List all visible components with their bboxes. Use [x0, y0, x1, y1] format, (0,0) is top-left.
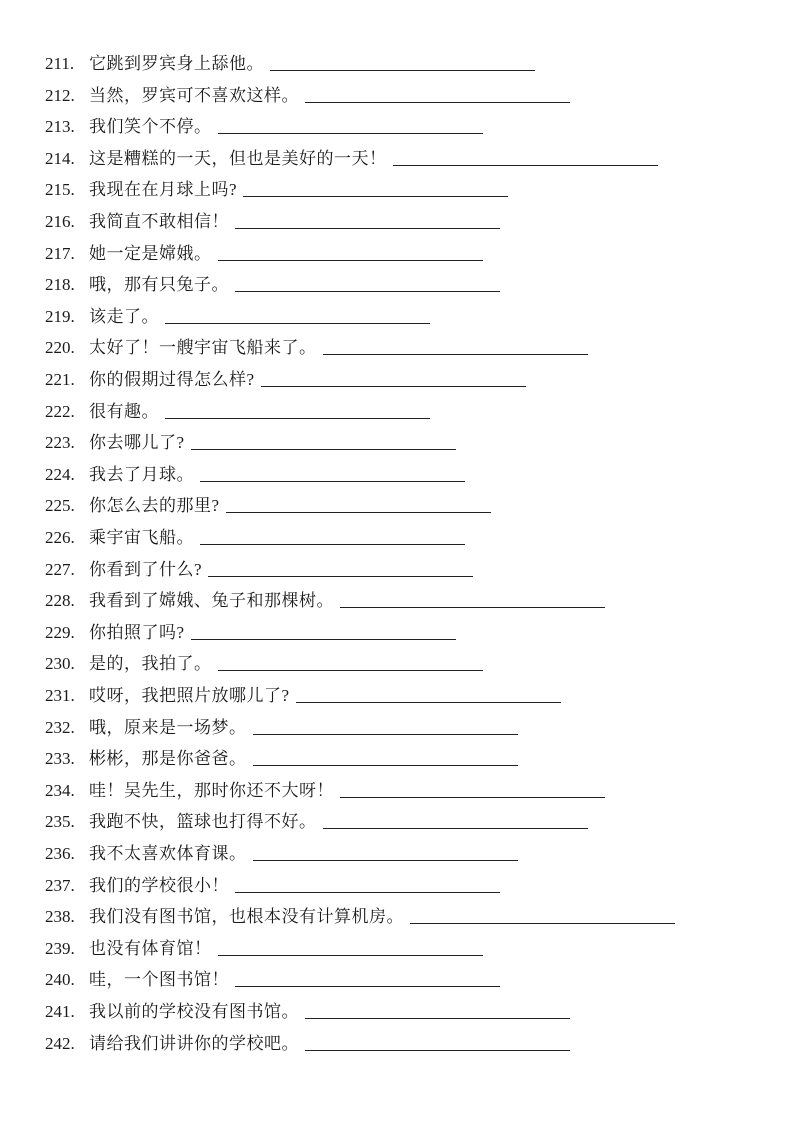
answer-blank-line[interactable] [253, 765, 518, 766]
item-number: 214. [45, 148, 75, 168]
chinese-sentence: 也没有体育馆！ [89, 938, 212, 958]
item-number: 238. [45, 907, 75, 927]
item-number: 226. [45, 528, 75, 547]
sentence-line [45, 298, 430, 328]
sentence-line [45, 677, 561, 707]
answer-blank-line[interactable] [235, 291, 500, 292]
item-number: 217. [45, 243, 75, 263]
item-number: 233. [45, 749, 75, 769]
answer-blank-line[interactable] [243, 196, 508, 197]
sentence-line [45, 614, 456, 644]
item-number: 222. [45, 401, 75, 421]
answer-blank-line[interactable] [253, 860, 518, 861]
chinese-sentence: 我以前的学校没有图书馆。 [89, 1002, 299, 1021]
item-number: 234. [45, 780, 75, 800]
sentence-line [45, 772, 605, 802]
chinese-sentence: 她一定是嫦娥。 [89, 243, 212, 263]
sentence-line [45, 487, 491, 517]
item-number: 218. [45, 275, 75, 295]
sentence-line [45, 45, 535, 75]
sentence-line [45, 1025, 570, 1055]
answer-blank-line[interactable] [323, 828, 588, 829]
answer-blank-line[interactable] [235, 986, 500, 987]
answer-blank-line[interactable] [200, 481, 465, 482]
chinese-sentence: 你去哪儿了? [89, 433, 185, 453]
sentence-line [45, 993, 570, 1023]
chinese-sentence: 这是糟糕的一天，但也是美好的一天！ [89, 148, 387, 168]
item-number: 220. [45, 338, 75, 358]
chinese-sentence: 我去了月球。 [89, 464, 194, 484]
chinese-sentence: 当然，罗宾可不喜欢这样。 [89, 85, 299, 105]
answer-blank-line[interactable] [270, 70, 535, 71]
sentence-line [45, 108, 483, 138]
chinese-sentence: 哦，那有只兔子。 [89, 275, 229, 295]
chinese-sentence: 我们笑个不停。 [89, 117, 212, 137]
sentence-line [45, 424, 456, 454]
sentence-line [45, 235, 483, 265]
sentence-line [45, 898, 675, 928]
chinese-sentence: 哦，原来是一场梦。 [89, 717, 247, 737]
chinese-sentence: 它跳到罗宾身上舔他。 [89, 54, 264, 73]
sentence-line [45, 393, 430, 423]
sentence-line [45, 361, 526, 391]
answer-blank-line[interactable] [218, 955, 483, 956]
sentence-line [45, 740, 518, 770]
chinese-sentence: 我跑不快，篮球也打得不好。 [89, 812, 317, 832]
item-number: 235. [45, 812, 75, 832]
chinese-sentence: 太好了！一艘宇宙飞船来了。 [89, 338, 317, 358]
item-number: 236. [45, 844, 75, 863]
sentence-line [45, 803, 588, 833]
chinese-sentence: 哇，一个图书馆！ [89, 970, 229, 990]
answer-blank-line[interactable] [235, 892, 500, 893]
chinese-sentence: 该走了。 [89, 306, 159, 326]
item-number: 211. [45, 54, 75, 73]
answer-blank-line[interactable] [305, 102, 570, 103]
chinese-sentence: 是的，我拍了。 [89, 654, 212, 674]
chinese-sentence: 我现在在月球上吗? [89, 180, 238, 200]
answer-blank-line[interactable] [218, 260, 483, 261]
item-number: 212. [45, 85, 75, 105]
sentence-line [45, 456, 465, 486]
sentence-line [45, 835, 518, 865]
chinese-sentence: 我简直不敢相信！ [89, 212, 229, 231]
chinese-sentence: 乘宇宙飞船。 [89, 528, 194, 547]
chinese-sentence: 我们的学校很小！ [89, 875, 229, 895]
item-number: 242. [45, 1033, 75, 1053]
chinese-sentence: 彬彬，那是你爸爸。 [89, 749, 247, 769]
answer-blank-line[interactable] [208, 576, 473, 577]
answer-blank-line[interactable] [226, 512, 491, 513]
sentence-line [45, 582, 605, 612]
item-number: 229. [45, 622, 75, 642]
answer-blank-line[interactable] [218, 670, 483, 671]
sentence-line [45, 709, 518, 739]
chinese-sentence: 哇！吴先生，那时你还不大呀！ [89, 780, 334, 800]
answer-blank-line[interactable] [165, 418, 430, 419]
chinese-sentence: 很有趣。 [89, 401, 159, 421]
sentence-line [45, 867, 500, 897]
sentence-line [45, 930, 483, 960]
item-number: 215. [45, 180, 75, 200]
answer-blank-line[interactable] [323, 354, 588, 355]
chinese-sentence: 我不太喜欢体育课。 [89, 844, 247, 863]
chinese-sentence: 我们没有图书馆，也根本没有计算机房。 [89, 907, 404, 927]
chinese-sentence: 你拍照了吗? [89, 622, 185, 642]
sentence-line [45, 645, 483, 675]
answer-blank-line[interactable] [200, 544, 465, 545]
chinese-sentence: 我看到了嫦娥、兔子和那棵树。 [89, 591, 334, 611]
item-number: 216. [45, 212, 75, 231]
chinese-sentence: 哎呀，我把照片放哪儿了? [89, 686, 290, 705]
item-number: 224. [45, 464, 75, 484]
sentence-line [45, 329, 588, 359]
chinese-sentence: 你怎么去的那里? [89, 496, 220, 516]
answer-blank-line[interactable] [305, 1018, 570, 1019]
answer-blank-line[interactable] [305, 1050, 570, 1051]
item-number: 241. [45, 1002, 75, 1021]
item-number: 227. [45, 559, 75, 579]
answer-blank-line[interactable] [218, 133, 483, 134]
answer-blank-line[interactable] [340, 607, 605, 608]
item-number: 231. [45, 686, 75, 705]
sentence-line [45, 961, 500, 991]
item-number: 219. [45, 306, 75, 326]
sentence-line [45, 551, 473, 581]
sentence-line [45, 140, 658, 170]
item-number: 237. [45, 875, 75, 895]
answer-blank-line[interactable] [340, 797, 605, 798]
chinese-sentence: 请给我们讲讲你的学校吧。 [89, 1033, 299, 1053]
item-number: 225. [45, 496, 75, 516]
sentence-line [45, 77, 570, 107]
item-number: 228. [45, 591, 75, 611]
item-number: 232. [45, 717, 75, 737]
item-number: 223. [45, 433, 75, 453]
sentence-line [45, 171, 508, 201]
answer-blank-line[interactable] [191, 639, 456, 640]
sentence-line [45, 203, 500, 233]
chinese-sentence: 你看到了什么? [89, 559, 203, 579]
answer-blank-line[interactable] [165, 323, 430, 324]
answer-blank-line[interactable] [296, 702, 561, 703]
item-number: 230. [45, 654, 75, 674]
answer-blank-line[interactable] [393, 165, 658, 166]
answer-blank-line[interactable] [261, 386, 526, 387]
answer-blank-line[interactable] [191, 449, 456, 450]
item-number: 213. [45, 117, 75, 137]
answer-blank-line[interactable] [253, 734, 518, 735]
answer-blank-line[interactable] [410, 923, 675, 924]
answer-blank-line[interactable] [235, 228, 500, 229]
sentence-line [45, 266, 500, 296]
item-number: 240. [45, 970, 75, 990]
sentence-line [45, 519, 465, 549]
item-number: 221. [45, 370, 75, 389]
item-number: 239. [45, 938, 75, 958]
chinese-sentence: 你的假期过得怎么样? [89, 370, 255, 389]
